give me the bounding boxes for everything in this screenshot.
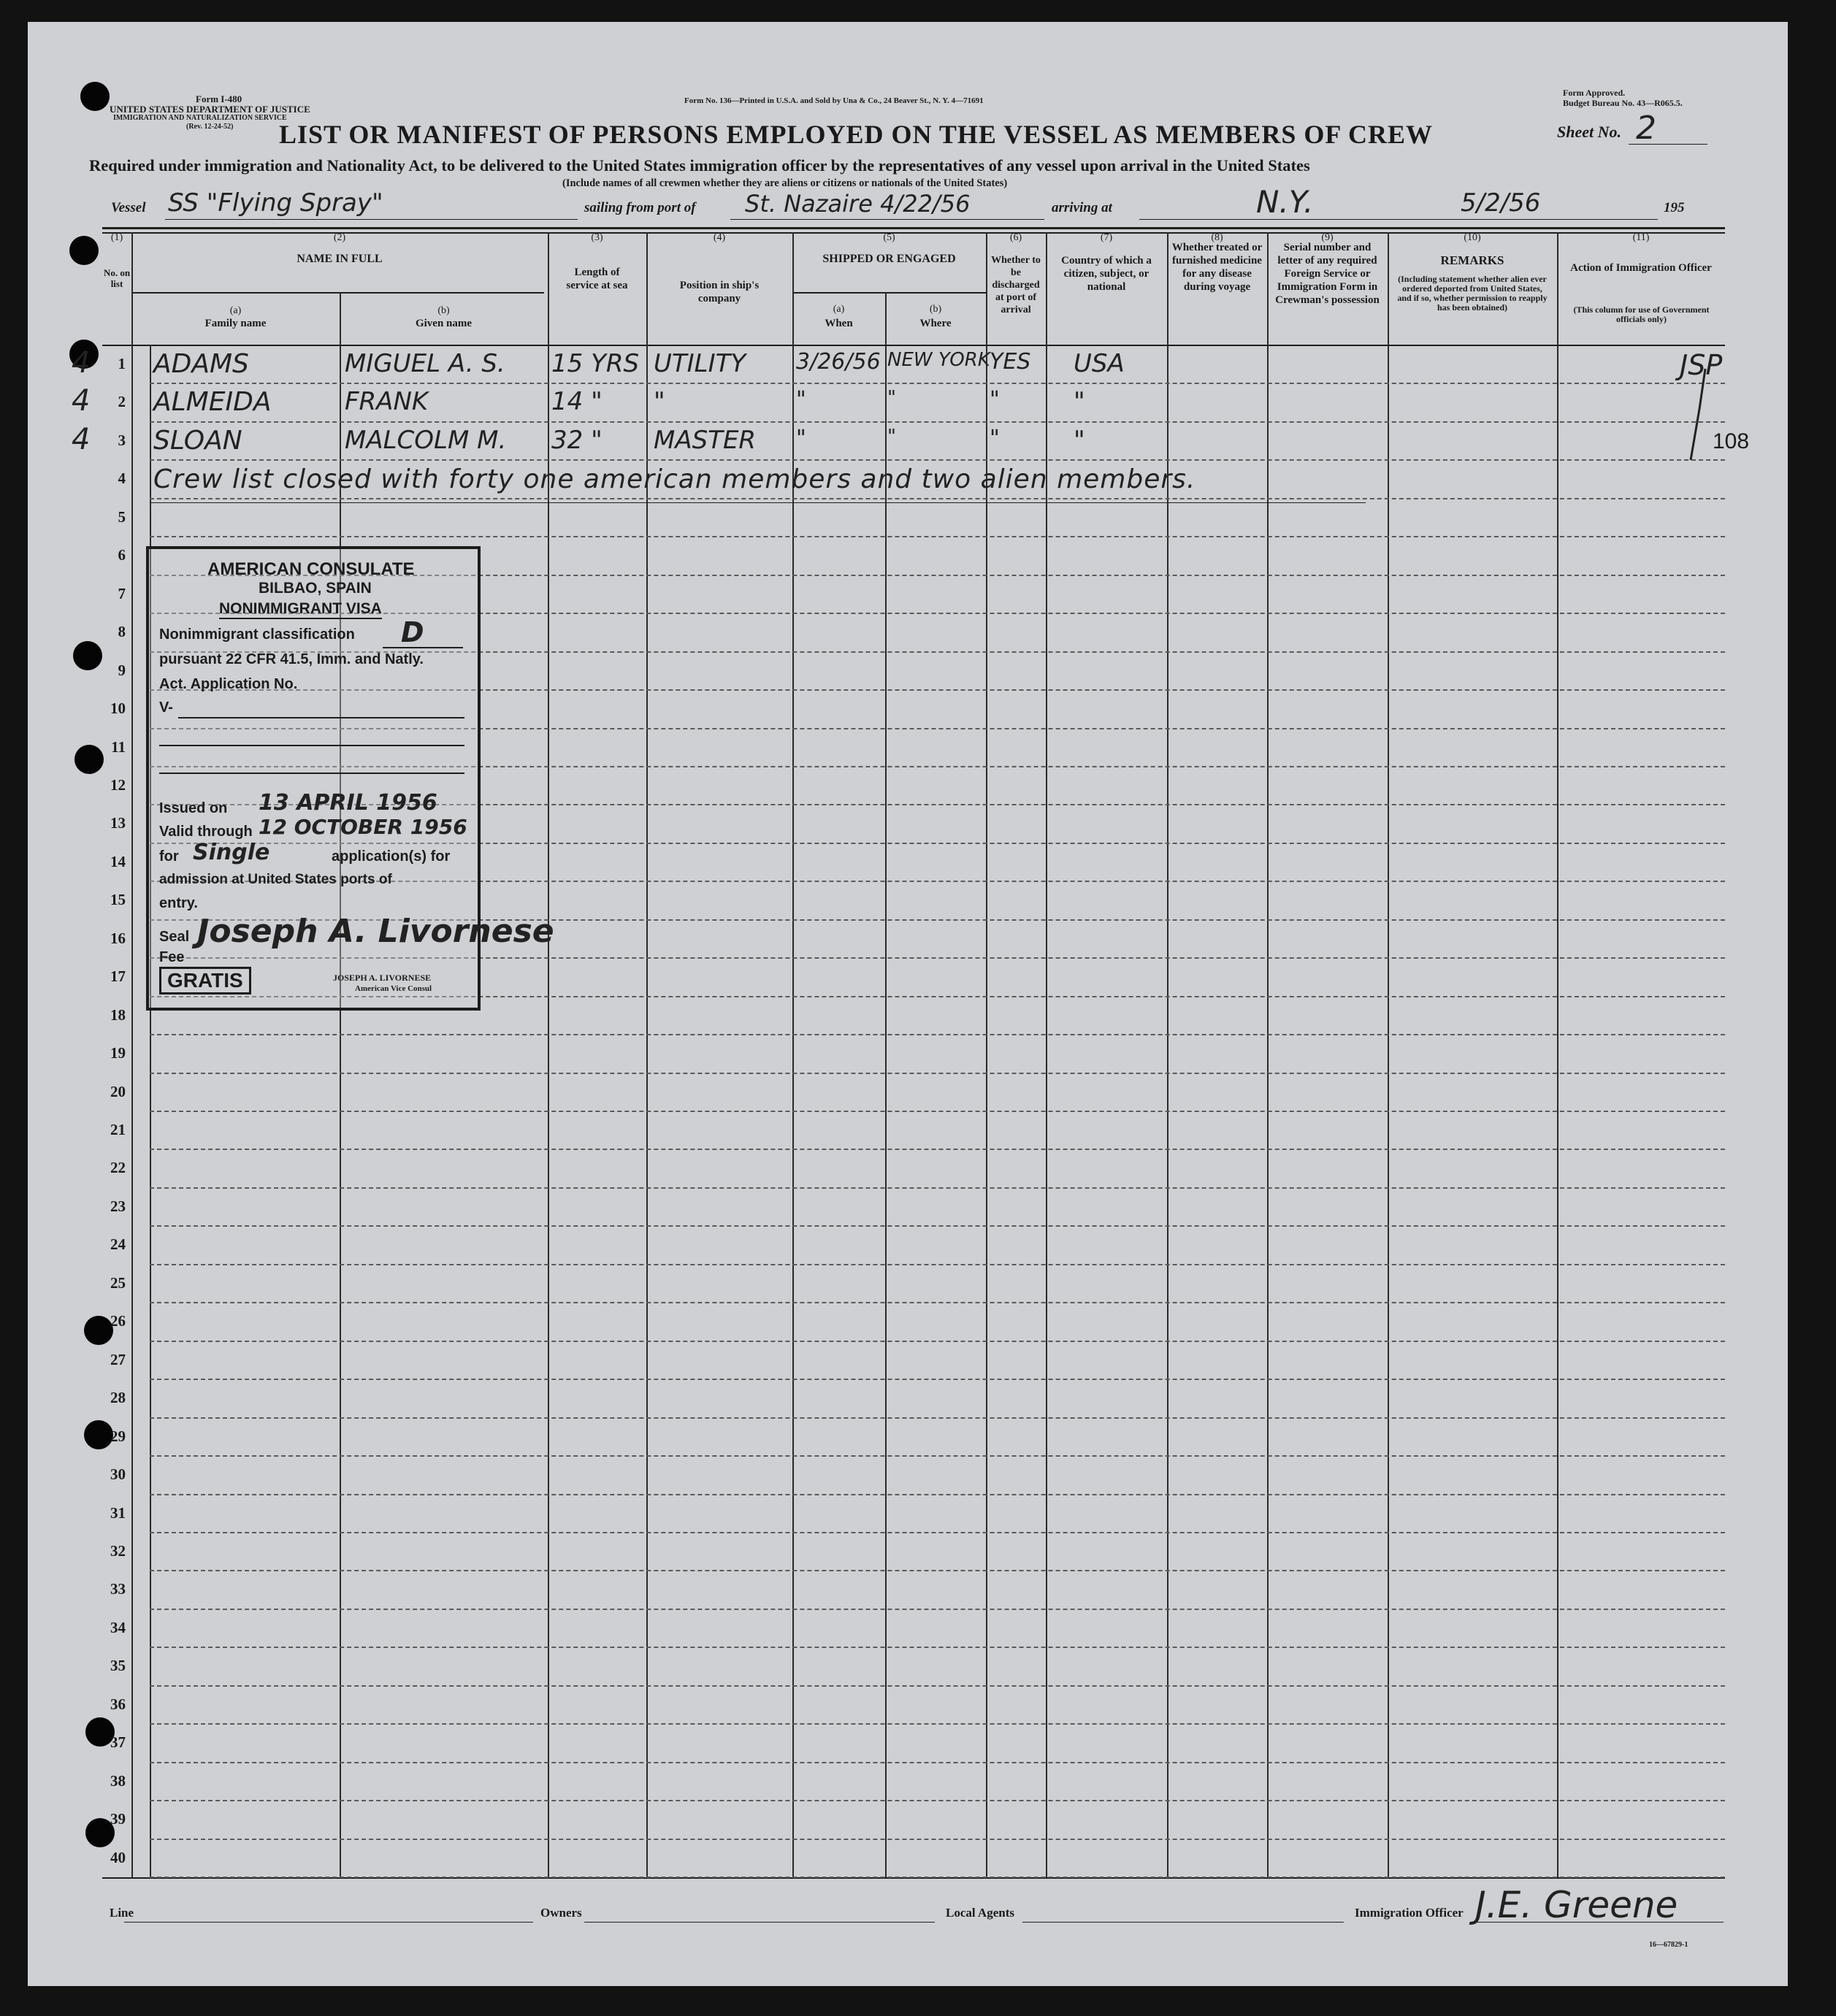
row-number: 1	[118, 355, 126, 372]
entry-family: ALMEIDA	[153, 387, 272, 418]
row-rule	[150, 1532, 1725, 1533]
col-family-name: Family name	[204, 318, 267, 329]
row-rule	[150, 498, 1725, 499]
row-rule	[150, 1073, 1725, 1074]
row-number: 12	[110, 775, 126, 794]
department: UNITED STATES DEPARTMENT OF JUSTICE	[110, 104, 310, 115]
vessel-label: Vessel	[111, 200, 146, 215]
col-remarks-note: (Including statement whether alien ever ordered deported from United States, and if so, whether permission to reapply has been obtained)	[1397, 274, 1548, 313]
row-rule	[150, 1647, 1725, 1648]
row-number: 40	[110, 1848, 126, 1866]
row-rule	[150, 1341, 1725, 1342]
row-number: 8	[118, 623, 126, 641]
row-rule	[150, 1149, 1725, 1150]
row-number: 2	[118, 393, 126, 411]
vessel-name: SS "Flying Spray"	[168, 188, 383, 218]
sheet-label: Sheet No.	[1557, 123, 1621, 141]
entry-where: NEW YORK	[887, 349, 990, 371]
row-number: 38	[110, 1771, 126, 1790]
entry-when: 3/26/56	[796, 349, 881, 375]
row-number: 20	[110, 1082, 126, 1100]
row-number: 35	[110, 1657, 126, 1675]
row-number: 17	[110, 967, 126, 986]
row-number: 3	[118, 431, 126, 449]
stamp-act: Act. Application No.	[159, 676, 298, 692]
footer-immigration-officer: Immigration Officer	[1355, 1906, 1464, 1920]
row-rule	[150, 1455, 1725, 1457]
col-where: Where	[919, 318, 952, 329]
row-number: 19	[110, 1044, 126, 1062]
col-given-name: Given name	[415, 318, 473, 329]
row-number: 16	[110, 929, 126, 947]
col-country: Country of which a citizen, subject, or national	[1061, 255, 1152, 293]
officer-signature: J.E. Greene	[1475, 1884, 1678, 1926]
stamp-signature: Joseph A. Livornese	[197, 913, 554, 950]
row-number: 22	[110, 1159, 126, 1177]
entry-discharged: "	[990, 425, 1000, 451]
row-number: 18	[110, 1005, 126, 1024]
footer-local-agents: Local Agents	[946, 1906, 1014, 1920]
entry-given: FRANK	[345, 387, 429, 417]
row-rule	[150, 1685, 1725, 1687]
printer-note: Form No. 136—Printed in U.S.A. and Sold by Una & Co., 24 Beaver St., N. Y. 4—71691	[684, 96, 984, 105]
footer-line: Line	[110, 1906, 134, 1920]
col-treated: Whether treated or furnished medicine for any disease during voyage	[1171, 242, 1263, 293]
subtitle: Required under immigration and Nationality Act, to be delivered to the United States immigration officer by the representatives of any vessel upon arrival in the United States	[89, 156, 1310, 175]
entry-when: "	[796, 387, 806, 413]
entry-discharged: YES	[990, 349, 1031, 375]
col-action: Action of Immigration Officer	[1570, 262, 1712, 274]
row-rule	[150, 1800, 1725, 1801]
stamp-for-value: Single	[193, 840, 270, 865]
punch-hole	[69, 236, 99, 265]
col-length-of-service: Length of service at sea	[566, 267, 628, 291]
col-action-note: (This column for use of Government officials only)	[1573, 304, 1710, 324]
row-rule	[150, 1417, 1725, 1419]
stamp-title: AMERICAN CONSULATE	[207, 559, 415, 579]
sheet-number: 2	[1636, 110, 1656, 147]
entry-when: "	[796, 425, 806, 451]
entry-family: SLOAN	[153, 425, 242, 456]
service: IMMIGRATION AND NATURALIZATION SERVICE	[113, 114, 287, 122]
row-rule	[150, 383, 1725, 384]
officer-number: 108	[1713, 429, 1750, 453]
col-5-number: (5)	[883, 232, 895, 243]
row-rule	[150, 1225, 1725, 1227]
row-number: 14	[110, 852, 126, 870]
stamp-issued: 13 APRIL 1956	[259, 790, 437, 816]
stamp-classification: D	[401, 616, 424, 648]
col-7-number: (7)	[1100, 232, 1113, 243]
col-remarks: REMARKS	[1440, 253, 1504, 267]
row-number: 37	[110, 1733, 126, 1752]
row-rule	[150, 1187, 1725, 1189]
row-number: 11	[111, 737, 126, 756]
stamp-valid-label: Valid through	[159, 824, 253, 840]
entry-given: MALCOLM M.	[345, 425, 507, 455]
row-rule	[150, 1877, 1725, 1878]
col-serial-number: Serial number and letter of any required Foreign Service or Immigration Form in Crewman's possession	[1275, 242, 1380, 306]
col-5a-number: (a)	[833, 304, 845, 315]
entry-margin: 4	[72, 422, 91, 456]
revision: (Rev. 12-24-52)	[186, 123, 234, 131]
punch-hole	[80, 82, 110, 111]
row-number: 30	[110, 1465, 126, 1484]
col-discharged: Whether to be discharged at port of arrival	[991, 255, 1041, 315]
row-number: 4	[118, 469, 126, 488]
entry-where: "	[887, 425, 896, 448]
entry-position: "	[654, 387, 665, 417]
entry-country: USA	[1074, 349, 1125, 378]
col-10-number: (10)	[1464, 232, 1481, 243]
col-name-in-full: NAME IN FULL	[297, 253, 383, 265]
stamp-visa-type: NONIMMIGRANT VISA	[219, 600, 382, 619]
arrival-date: 5/2/56	[1461, 188, 1541, 218]
include-note: (Include names of all crewmen whether they are aliens or citizens or nationals of the United States)	[562, 177, 1008, 189]
budget-bureau: Budget Bureau No. 43—R065.5.	[1563, 98, 1683, 108]
entry-country: "	[1074, 425, 1085, 455]
stamp-for-label: for	[159, 848, 179, 865]
row-number: 31	[110, 1503, 126, 1522]
row-number: 36	[110, 1695, 126, 1713]
row-rule	[150, 1570, 1725, 1571]
row-rule	[150, 1762, 1725, 1763]
entry-margin: 4	[72, 384, 91, 418]
row-rule	[150, 459, 1725, 461]
col-no-on-list: No. on list	[103, 267, 131, 289]
stamp-seal: Seal	[159, 929, 190, 945]
row-number: 39	[110, 1810, 126, 1828]
officer-mark-stroke	[1669, 365, 1713, 467]
row-rule	[150, 1034, 1725, 1035]
closing-note: Crew list closed with forty one american members and two alien members.	[153, 464, 1196, 494]
row-rule	[150, 1609, 1725, 1610]
row-number: 13	[110, 814, 126, 832]
sailing-port: St. Nazaire 4/22/56	[745, 190, 971, 218]
row-number: 26	[110, 1312, 126, 1330]
col-2-number: (2)	[333, 232, 346, 243]
row-rule	[150, 1839, 1725, 1840]
row-number: 5	[118, 507, 126, 526]
entry-position: UTILITY	[654, 349, 746, 378]
row-number: 10	[110, 700, 126, 718]
stamp-issued-label: Issued on	[159, 800, 228, 816]
stamp-v: V-	[159, 700, 173, 716]
col-2a-number: (a)	[229, 305, 242, 316]
stamp-officer-name: JOSEPH A. LIVORNESE	[333, 973, 432, 983]
entry-position: MASTER	[654, 425, 757, 455]
officer-initials: JSP	[1680, 349, 1723, 381]
stamp-applications: application(s) for	[332, 848, 451, 865]
stamp-valid: 12 OCTOBER 1956	[259, 815, 467, 839]
col-5b-number: (b)	[929, 304, 942, 315]
col-8-number: (8)	[1211, 232, 1223, 243]
row-rule	[150, 1264, 1725, 1265]
footer-code: 16—67829-1	[1649, 1941, 1688, 1949]
row-rule	[150, 536, 1725, 537]
col-6-number: (6)	[1009, 232, 1022, 243]
col-position: Position in ship's company	[679, 280, 760, 304]
sailing-label: sailing from port of	[584, 200, 696, 215]
row-number: 6	[118, 546, 126, 564]
row-number: 28	[110, 1389, 126, 1407]
col-1-number: (1)	[110, 232, 123, 243]
row-number: 29	[110, 1427, 126, 1445]
row-rule	[150, 1302, 1725, 1303]
entry-given: MIGUEL A. S.	[345, 349, 505, 378]
form-approved: Form Approved.	[1563, 88, 1626, 98]
row-rule	[150, 1379, 1725, 1380]
entry-where: "	[887, 387, 896, 410]
consulate-visa-stamp	[146, 546, 554, 1011]
row-number: 9	[118, 661, 126, 679]
col-11-number: (11)	[1632, 232, 1650, 243]
stamp-entry: entry.	[159, 895, 198, 911]
row-number: 32	[110, 1541, 126, 1560]
row-number: 25	[110, 1273, 126, 1292]
col-4-number: (4)	[713, 232, 726, 243]
arriving-port: N.Y.	[1256, 184, 1314, 220]
entry-family: ADAMS	[153, 349, 249, 379]
row-rule	[150, 1723, 1725, 1725]
entry-service: 14 "	[551, 387, 603, 417]
row-rule	[150, 421, 1725, 423]
stamp-classification-label: Nonimmigrant classification	[159, 626, 355, 643]
arriving-label: arriving at	[1052, 200, 1112, 215]
col-shipped-engaged: SHIPPED OR ENGAGED	[822, 253, 956, 265]
footer-owners: Owners	[540, 1906, 582, 1920]
stamp-pursuant: pursuant 22 CFR 41.5, Imm. and Natly.	[159, 651, 424, 667]
row-number: 15	[110, 891, 126, 909]
stamp-fee: Fee	[159, 949, 185, 965]
stamp-officer-title: American Vice Consul	[355, 984, 432, 993]
col-when: When	[825, 318, 853, 329]
entry-service: 15 YRS	[551, 349, 640, 378]
entry-margin: 4	[72, 346, 91, 380]
row-number: 33	[110, 1580, 126, 1598]
col-9-number: (9)	[1321, 232, 1334, 243]
col-3-number: (3)	[591, 232, 603, 243]
stamp-city: BILBAO, SPAIN	[259, 580, 372, 597]
row-number: 21	[110, 1121, 126, 1138]
entry-country: "	[1074, 387, 1085, 417]
year-label: 195	[1664, 200, 1685, 215]
row-number: 23	[110, 1197, 126, 1215]
form-id: Form I-480	[196, 93, 242, 104]
entry-discharged: "	[990, 387, 1000, 413]
stamp-admission: admission at United States ports of	[159, 872, 392, 887]
page-title: LIST OR MANIFEST OF PERSONS EMPLOYED ON THE VESSEL AS MEMBERS OF CREW	[279, 120, 1433, 149]
col-2b-number: (b)	[437, 305, 450, 316]
entry-service: 32 "	[551, 425, 603, 455]
row-number: 7	[118, 584, 126, 602]
row-number: 34	[110, 1618, 126, 1636]
row-rule	[150, 1111, 1725, 1112]
stamp-gratis: GRATIS	[159, 967, 251, 994]
row-number: 24	[110, 1235, 126, 1254]
row-rule	[150, 1494, 1725, 1495]
row-number: 27	[110, 1350, 126, 1368]
